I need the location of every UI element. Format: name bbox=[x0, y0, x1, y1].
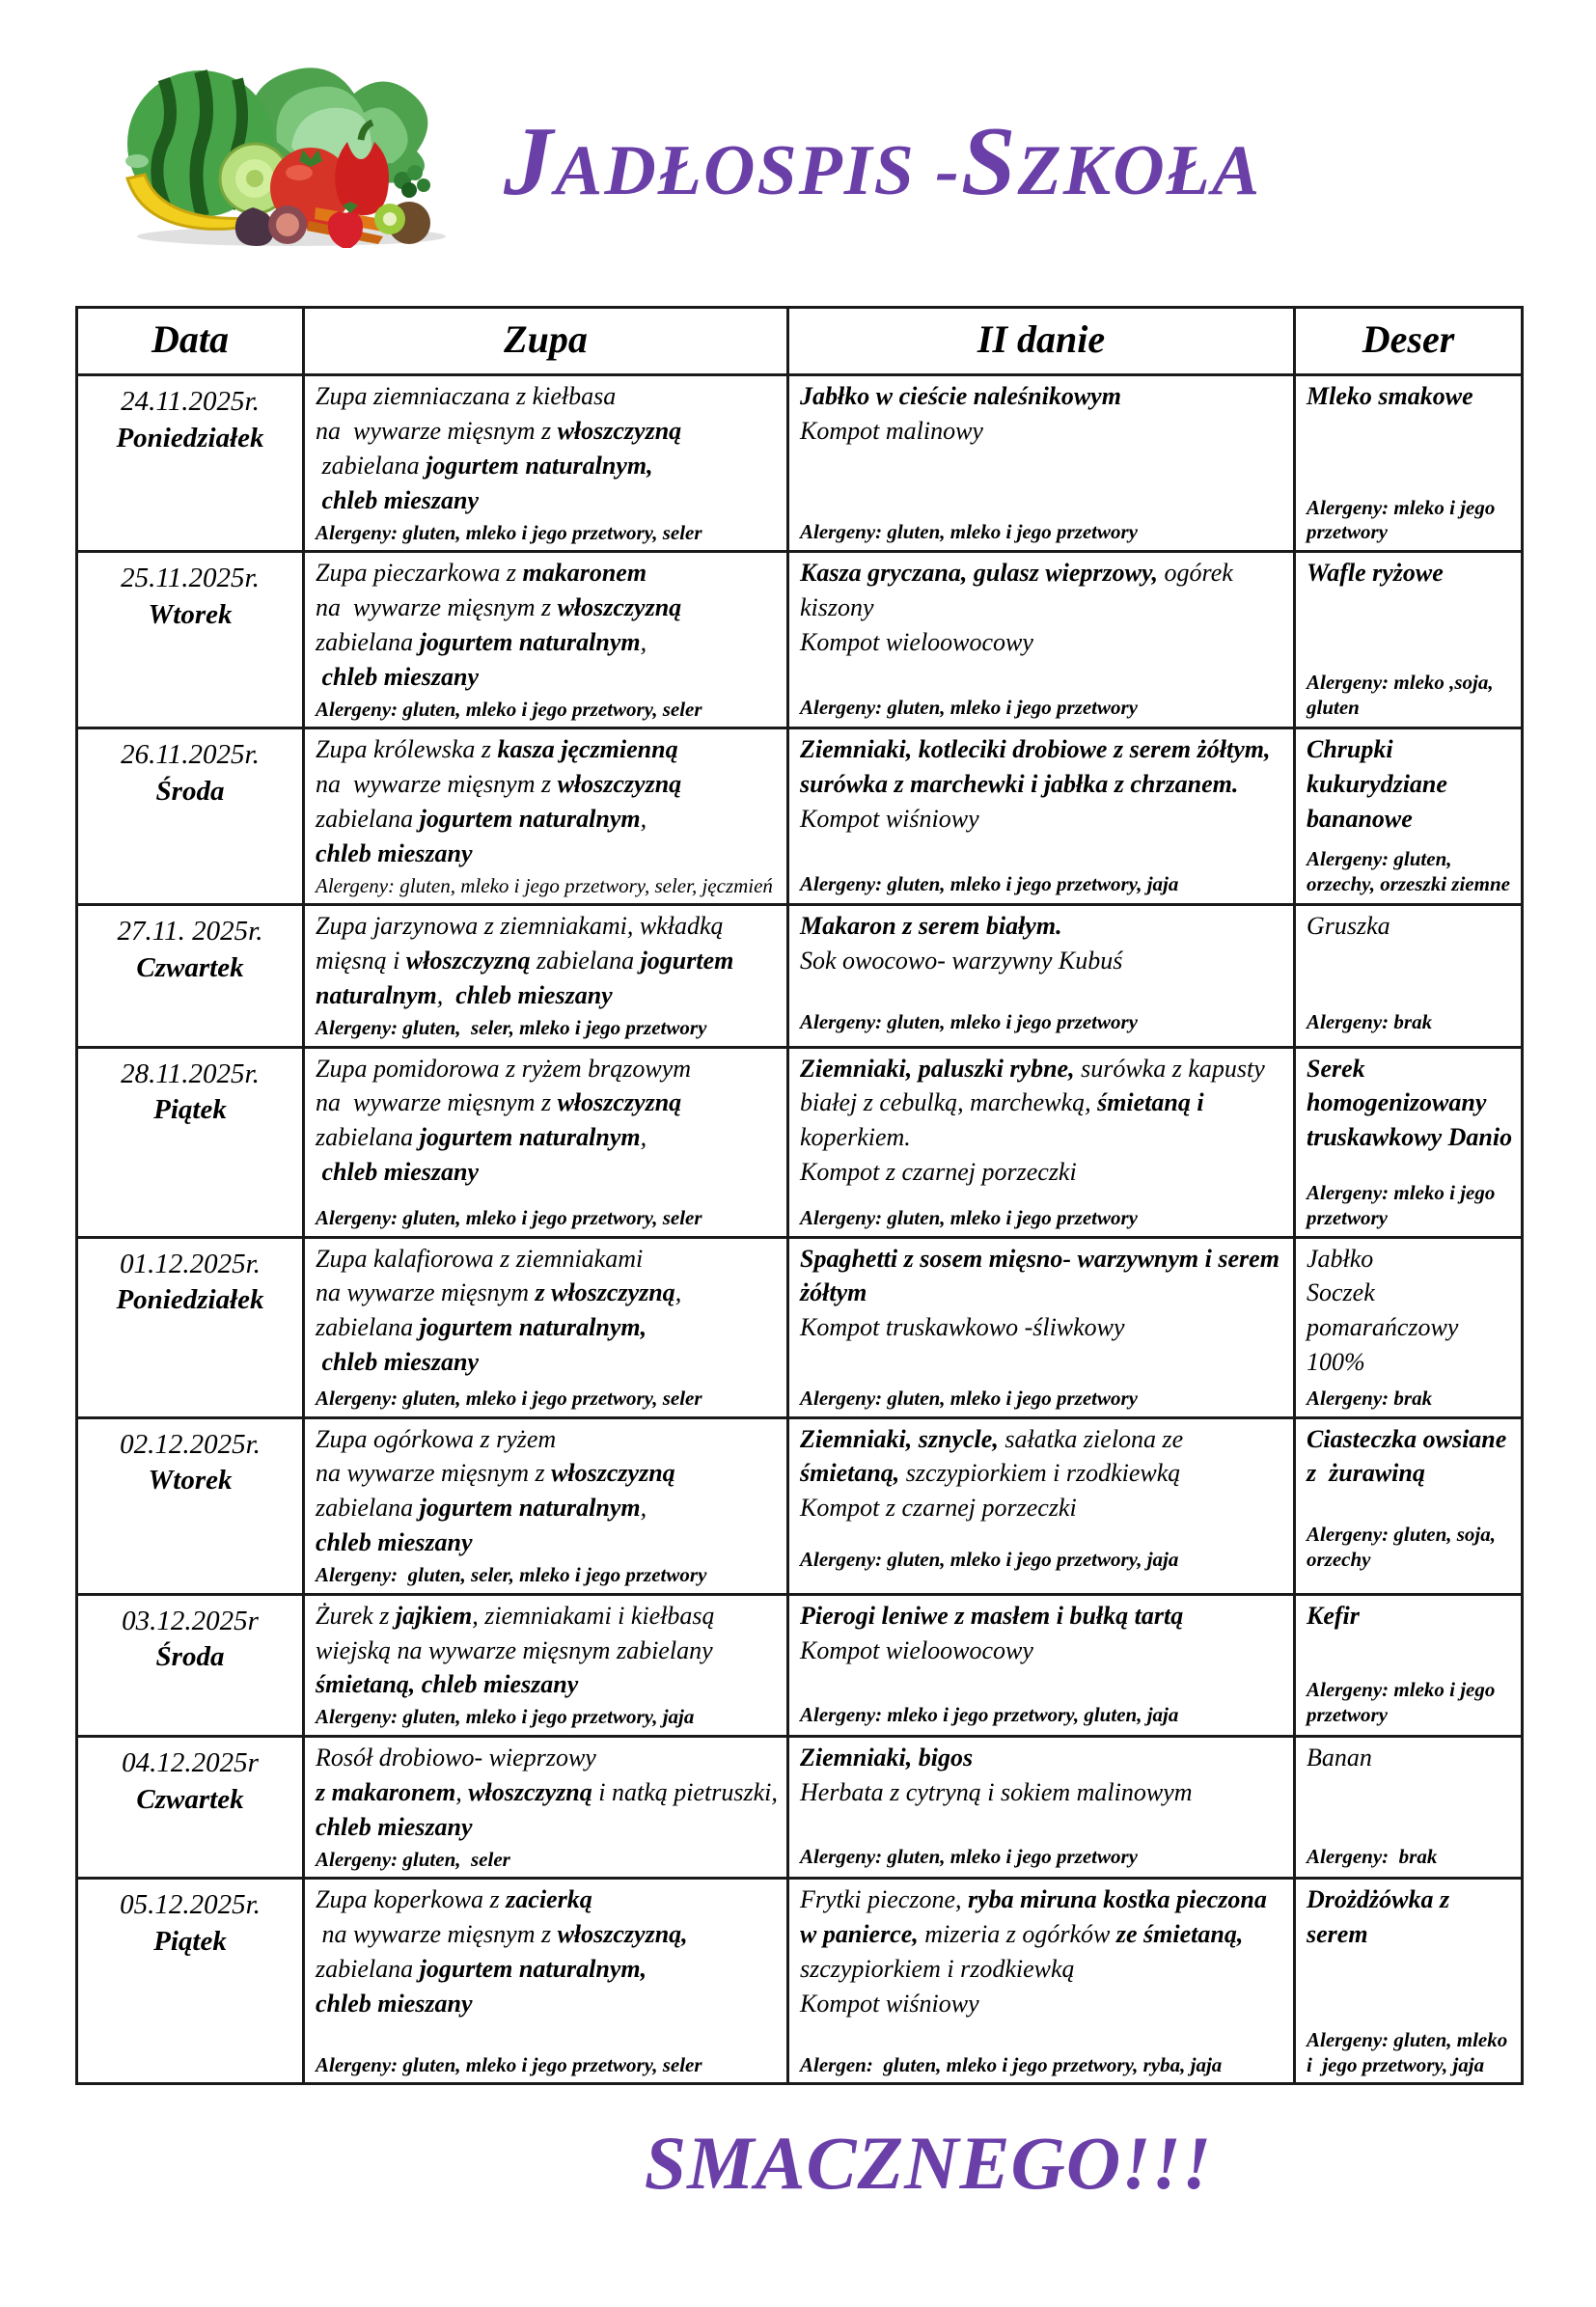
deser-cell bbox=[1295, 905, 1523, 1047]
menu-item-text: Zupa ogórkowa z ryżem bbox=[316, 1424, 557, 1453]
date-cell bbox=[77, 1237, 304, 1417]
deser-cell bbox=[1295, 375, 1523, 552]
menu-item-text: zabielana jogurtem naturalnym, bbox=[316, 1123, 647, 1152]
date-cell bbox=[77, 728, 304, 905]
zupa-cell bbox=[304, 1237, 788, 1417]
deser-cell bbox=[1295, 1736, 1523, 1878]
menu-item-text: chleb mieszany bbox=[316, 662, 479, 691]
fig bbox=[235, 207, 274, 246]
allergens-text: Alergeny: brak bbox=[1307, 1845, 1438, 1869]
allergens-text: Alergeny: gluten, mleko i jego przetwory bbox=[800, 1009, 1138, 1033]
title-initial-1: J bbox=[504, 107, 555, 216]
zupa-cell bbox=[304, 375, 788, 552]
allergens-text: Alergeny: gluten, mleko i jego przetwory, jaja bbox=[316, 1705, 695, 1729]
date-text: 28.11.2025r. bbox=[121, 1057, 260, 1089]
day-text: Poniedziałek bbox=[116, 422, 264, 453]
menu-item-text: Zupa pieczarkowa z makaronem bbox=[316, 559, 647, 588]
zupa-cell bbox=[304, 1736, 788, 1878]
menu-item-text: na wywarze mięsnym z włoszczyzną bbox=[316, 416, 682, 445]
menu-item-text: Kompot wieloowocowy bbox=[800, 1635, 1033, 1664]
menu-item-text: chleb mieszany bbox=[316, 1989, 473, 2018]
menu-item-text: Ziemniaki, kotleciki drobiowe z serem żółtym, surówka z marchewki i jabłka z chrzanem. bbox=[800, 735, 1277, 799]
deser-cell bbox=[1295, 1237, 1523, 1417]
menu-item-text: Gruszka bbox=[1307, 912, 1390, 941]
date-text: 27.11. 2025r. bbox=[117, 916, 263, 948]
header-data: Data bbox=[77, 308, 304, 375]
menu-item-text: Herbata z cytryną i sokiem malinowym bbox=[800, 1777, 1193, 1806]
table-row bbox=[77, 1237, 1523, 1417]
allergens-text: Alergeny: gluten, soja, orzechy bbox=[1307, 1523, 1501, 1571]
allergens-text: Alergeny: gluten, mleko i jego przetwory, seler bbox=[316, 520, 702, 544]
header-deser: Deser bbox=[1295, 308, 1523, 375]
table-row bbox=[77, 375, 1523, 552]
allergens-text: Alergeny: brak bbox=[1307, 1386, 1433, 1410]
menu-item-text: Zupa królewska z kasza jęczmienną bbox=[316, 735, 678, 764]
page-title bbox=[504, 107, 1262, 248]
allergens-text: Alergeny: gluten, mleko i jego przetwory bbox=[800, 520, 1138, 544]
danie-cell bbox=[788, 1736, 1295, 1878]
allergens-text: Alergeny: gluten, mleko i jego przetwory, seler, jęczmień bbox=[316, 873, 773, 897]
menu-item-text: na wywarze mięsnym z włoszczyzną bbox=[316, 1088, 682, 1117]
menu-item-text: Kompot wiśniowy bbox=[800, 1989, 979, 2018]
menu-item-text: Kompot z czarnej porzeczki bbox=[800, 1158, 1077, 1187]
allergens-text: Alergeny: gluten, orzechy, orzeszki ziemne bbox=[1307, 847, 1510, 895]
day-text: Poniedziałek bbox=[116, 1284, 264, 1316]
zupa-cell bbox=[304, 1594, 788, 1736]
date-text: 26.11.2025r. bbox=[121, 739, 260, 771]
date-text: 04.12.2025r bbox=[122, 1746, 259, 1778]
date-text: 03.12.2025r bbox=[122, 1605, 259, 1636]
danie-cell bbox=[788, 1417, 1295, 1594]
zupa-cell bbox=[304, 728, 788, 905]
menu-item-text: Ziemniaki, bigos bbox=[800, 1743, 974, 1771]
deser-cell bbox=[1295, 1594, 1523, 1736]
zupa-cell bbox=[304, 905, 788, 1047]
date-cell bbox=[77, 1047, 304, 1237]
allergens-text: Alergeny: gluten, mleko i jego przetwory, seler bbox=[316, 1386, 702, 1410]
menu-item-text: Kompot malinowy bbox=[800, 416, 983, 445]
menu-item-text: Soczek pomarańczowy 100% bbox=[1307, 1278, 1465, 1377]
menu-item-text: Zupa jarzynowa z ziemniakami, wkładką mięsną i włoszczyzną zabielana jogurtem naturalnym, chleb mieszany bbox=[316, 912, 740, 1010]
title-initial-2: S bbox=[960, 107, 1018, 216]
day-text: Wtorek bbox=[148, 598, 233, 630]
table-row bbox=[77, 1879, 1523, 2084]
table-row bbox=[77, 728, 1523, 905]
date-text: 02.12.2025r. bbox=[120, 1428, 261, 1460]
fruits-vegetables-image bbox=[108, 55, 467, 248]
menu-item-text: Kefir bbox=[1307, 1601, 1360, 1630]
date-cell bbox=[77, 1879, 304, 2084]
allergens-text: Alergeny: gluten, mleko i jego przetwory, seler bbox=[316, 697, 702, 721]
menu-item-text: Kompot wiśniowy bbox=[800, 804, 979, 833]
menu-item-text: chleb mieszany bbox=[316, 1348, 479, 1377]
menu-item-text: Sok owocowo- warzywny Kubuś bbox=[800, 947, 1123, 975]
menu-item-text: Spaghetti z sosem mięsno- warzywnym i serem żółtym bbox=[800, 1244, 1286, 1307]
day-text: Środa bbox=[155, 775, 225, 807]
danie-cell bbox=[788, 1879, 1295, 2084]
allergens-text: Alergeny: mleko ,soja, gluten bbox=[1307, 670, 1499, 719]
date-cell bbox=[77, 1594, 304, 1736]
allergens-text: Alergen: gluten, mleko i jego przetwory, ryba, jaja bbox=[800, 2052, 1223, 2076]
day-text: Wtorek bbox=[148, 1465, 233, 1497]
allergens-text: Alergeny: gluten, mleko i jego przetwory, jaja bbox=[1307, 2027, 1513, 2076]
menu-item-text: Jabłko w cieście naleśnikowym bbox=[800, 382, 1121, 410]
allergens-text: Alergeny: gluten, mleko i jego przetwory bbox=[800, 1845, 1138, 1869]
menu-table bbox=[75, 306, 1524, 2085]
menu-item-text: Kompot wieloowocowy bbox=[800, 627, 1033, 656]
allergens-text: Alergeny: gluten, mleko i jego przetwory bbox=[800, 695, 1138, 719]
table-row bbox=[77, 905, 1523, 1047]
menu-item-text: zabielana jogurtem naturalnym, bbox=[316, 627, 647, 656]
zupa-cell bbox=[304, 1047, 788, 1237]
allergens-text: Alergeny: mleko i jego przetwory bbox=[1307, 495, 1500, 544]
allergens-text: Alergeny: gluten, mleko i jego przetwory, seler bbox=[316, 1205, 702, 1229]
header-ii-danie: II danie bbox=[788, 308, 1295, 375]
zupa-cell bbox=[304, 1417, 788, 1594]
menu-item-text: Ciasteczka owsiane z żurawiną bbox=[1307, 1424, 1513, 1488]
menu-item-text: Kompot z czarnej porzeczki bbox=[800, 1494, 1077, 1523]
title-separator: - bbox=[915, 131, 961, 210]
day-text: Piątek bbox=[153, 1925, 227, 1957]
menu-item-text: Mleko smakowe bbox=[1307, 382, 1473, 410]
footer-text: SMACZNEGO!!! bbox=[644, 2121, 1213, 2206]
date-text: 24.11.2025r. bbox=[121, 386, 260, 417]
menu-item-text: Banan bbox=[1307, 1743, 1372, 1771]
title-rest-2: ZKOŁA bbox=[1017, 131, 1262, 210]
date-cell bbox=[77, 1736, 304, 1878]
allergens-text: Alergeny: gluten, mleko i jego przetwory bbox=[800, 1386, 1138, 1410]
danie-cell bbox=[788, 375, 1295, 552]
menu-item-text: Ziemniaki, sznycle, sałatka zielona ze śmietaną, szczypiorkiem i rzodkiewką bbox=[800, 1424, 1190, 1488]
danie-cell bbox=[788, 552, 1295, 728]
menu-item-text: Pierogi leniwe z masłem i bułką tartą bbox=[800, 1601, 1184, 1630]
danie-cell bbox=[788, 1237, 1295, 1417]
danie-cell bbox=[788, 905, 1295, 1047]
menu-item-text: Zupa pomidorowa z ryżem brązowym bbox=[316, 1054, 692, 1083]
menu-item-text: Ziemniaki, paluszki rybne, surówka z kapusty białej z cebulką, marchewką, śmietaną i koperkiem. bbox=[800, 1054, 1272, 1152]
allergens-text: Alergeny: gluten, seler, mleko i jego przetwory bbox=[316, 1015, 707, 1039]
menu-item-text: z makaronem, włoszczyzną i natką pietruszki, chleb mieszany bbox=[316, 1777, 784, 1841]
menu-item-text: Jabłko bbox=[1307, 1244, 1374, 1273]
menu-item-text: Kompot truskawkowo -śliwkowy bbox=[800, 1313, 1125, 1342]
menu-item-text: na wywarze mięsnym z włoszczyzną bbox=[316, 1459, 675, 1488]
table-row bbox=[77, 552, 1523, 728]
header-zupa: Zupa bbox=[304, 308, 788, 375]
allergens-text: Alergeny: brak bbox=[1307, 1009, 1433, 1033]
menu-item-text: Zupa kalafiorowa z ziemniakami bbox=[316, 1244, 644, 1273]
menu-table-body bbox=[77, 375, 1523, 2084]
menu-item-text: na wywarze mięsnym z włoszczyzną, bbox=[316, 1278, 682, 1307]
menu-item-text: Zupa ziemniaczana z kiełbasa bbox=[316, 382, 617, 410]
allergens-text: Alergeny: mleko i jego przetwory bbox=[1307, 1678, 1500, 1727]
menu-item-text: Makaron z serem białym. bbox=[800, 912, 1062, 941]
allergens-text: Alergeny: gluten, mleko i jego przetwory bbox=[800, 1205, 1138, 1229]
menu-item-text: chleb mieszany bbox=[316, 1528, 473, 1557]
date-cell bbox=[77, 552, 304, 728]
allergens-text: Alergeny: gluten, mleko i jego przetwory, jaja bbox=[800, 871, 1179, 895]
day-text: Czwartek bbox=[136, 1783, 244, 1815]
table-row bbox=[77, 1594, 1523, 1736]
menu-table-header bbox=[77, 308, 1523, 375]
deser-cell bbox=[1295, 552, 1523, 728]
date-text: 25.11.2025r. bbox=[121, 563, 260, 594]
menu-item-text: zabielana jogurtem naturalnym, bbox=[316, 804, 647, 833]
day-text: Czwartek bbox=[136, 952, 244, 984]
date-text: 01.12.2025r. bbox=[120, 1248, 261, 1279]
menu-item-text: chleb mieszany bbox=[316, 1158, 479, 1187]
allergens-text: Alergeny: gluten, seler, mleko i jego przetwory bbox=[316, 1563, 707, 1587]
danie-cell bbox=[788, 1047, 1295, 1237]
menu-item-text: na wywarze mięsnym z włoszczyzną bbox=[316, 592, 682, 621]
allergens-text: Alergeny: mleko i jego przetwory bbox=[1307, 1181, 1500, 1229]
menu-item-text: zabielana jogurtem naturalnym, bbox=[316, 1313, 647, 1342]
date-cell bbox=[77, 375, 304, 552]
date-text: 05.12.2025r. bbox=[120, 1889, 261, 1921]
table-row bbox=[77, 1047, 1523, 1237]
table-row bbox=[77, 1736, 1523, 1878]
day-text: Piątek bbox=[153, 1094, 227, 1126]
menu-item-text: Serek homogenizowany truskawkowy Danio bbox=[1307, 1054, 1513, 1152]
title-rest-1: ADŁOSPIS bbox=[555, 131, 916, 210]
menu-item-text: Frytki pieczone, ryba miruna kostka pieczona w panierce, mizeria z ogórków ze śmietaną, szczypiorkiem i rzodkiewką bbox=[800, 1885, 1274, 1983]
deser-cell bbox=[1295, 1417, 1523, 1594]
menu-item-text: zabielana jogurtem naturalnym, bbox=[316, 451, 653, 480]
allergens-text: Alergeny: gluten, mleko i jego przetwory, seler bbox=[316, 2052, 702, 2076]
danie-cell bbox=[788, 728, 1295, 905]
zupa-cell bbox=[304, 552, 788, 728]
menu-item-text: Kasza gryczana, gulasz wieprzowy, ogórek kiszony bbox=[800, 559, 1240, 621]
menu-item-text: Żurek z jajkiem, ziemniakami i kiełbasą wiejską na wywarze mięsnym zabielany śmietaną, chleb mieszany bbox=[316, 1601, 722, 1699]
date-cell bbox=[77, 1417, 304, 1594]
menu-item-text: zabielana jogurtem naturalnym, bbox=[316, 1954, 647, 1983]
deser-cell bbox=[1295, 1879, 1523, 2084]
deser-cell bbox=[1295, 1047, 1523, 1237]
menu-item-text: na wywarze mięsnym z włoszczyzną, bbox=[316, 1920, 688, 1949]
page-header bbox=[108, 50, 1596, 248]
danie-cell bbox=[788, 1594, 1295, 1736]
menu-item-text: Rosół drobiowo- wieprzowy bbox=[316, 1743, 596, 1771]
allergens-text: Alergeny: gluten, seler bbox=[316, 1847, 510, 1871]
menu-item-text: na wywarze mięsnym z włoszczyzną bbox=[316, 770, 682, 799]
menu-item-text: chleb mieszany bbox=[316, 485, 479, 514]
menu-item-text: Wafle ryżowe bbox=[1307, 559, 1444, 588]
date-cell bbox=[77, 905, 304, 1047]
menu-item-text: Zupa koperkowa z zacierką bbox=[316, 1885, 592, 1914]
menu-item-text: zabielana jogurtem naturalnym, bbox=[316, 1494, 647, 1523]
menu-item-text: chleb mieszany bbox=[316, 838, 473, 867]
zupa-cell bbox=[304, 1879, 788, 2084]
day-text: Środa bbox=[155, 1641, 225, 1673]
menu-item-text: Chrupki kukurydziane bananowe bbox=[1307, 735, 1454, 833]
table-row bbox=[77, 1417, 1523, 1594]
allergens-text: Alergeny: gluten, mleko i jego przetwory, jaja bbox=[800, 1547, 1179, 1571]
header-row bbox=[77, 308, 1523, 375]
menu-item-text: Drożdżówka z serem bbox=[1307, 1885, 1456, 1949]
deser-cell bbox=[1295, 728, 1523, 905]
allergens-text: Alergeny: mleko i jego przetwory, gluten, jaja bbox=[800, 1703, 1179, 1727]
